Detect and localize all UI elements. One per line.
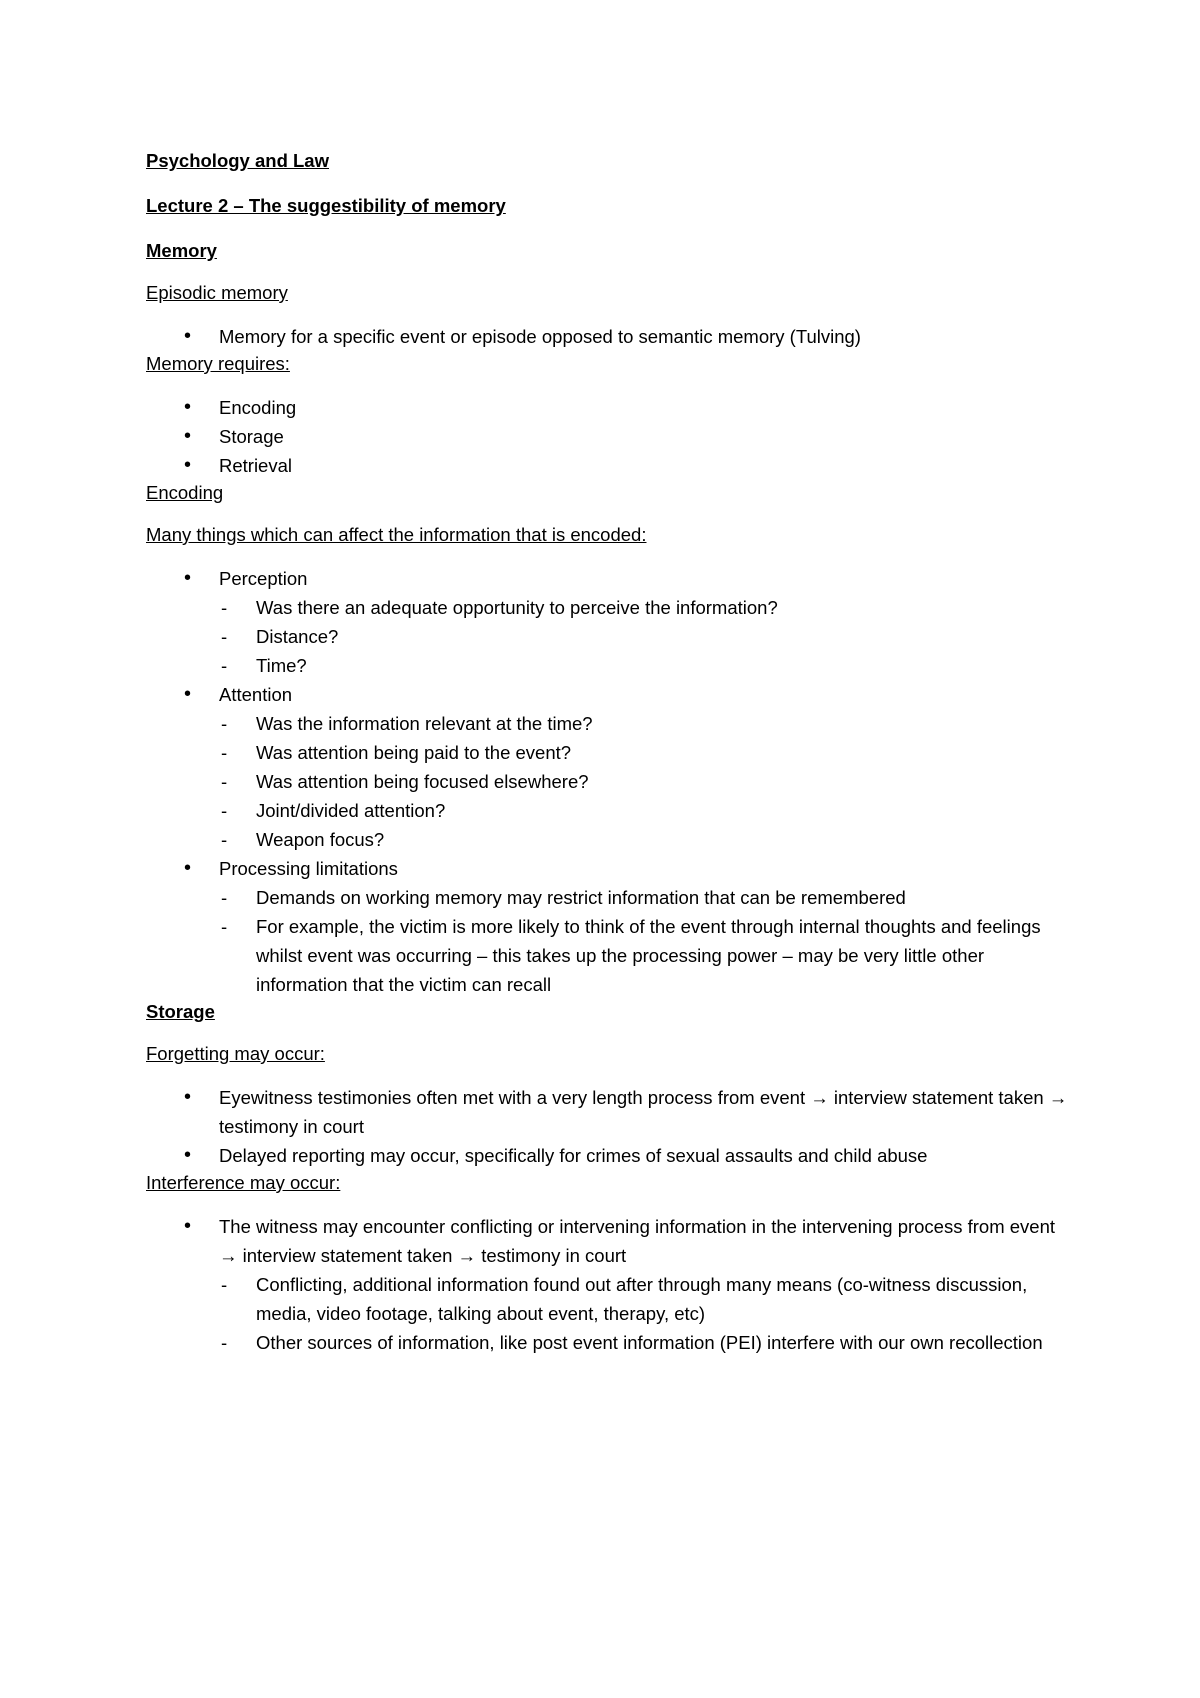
- storage-heading: Storage: [146, 1001, 215, 1022]
- sub-list-item: - Was there an adequate opportunity to perceive the information?: [219, 593, 1076, 622]
- encoding-heading: Encoding: [146, 482, 224, 503]
- sub-list-item: - Other sources of information, like post event information (PEI) interfere with our own recollection: [219, 1328, 1076, 1357]
- episodic-memory-list: [146, 322, 1076, 351]
- lecture-title: Lecture 2 – The suggestibility of memory: [146, 195, 506, 216]
- list-item-witness: [146, 1212, 1076, 1357]
- list-item-label: Perception: [219, 568, 308, 589]
- forgetting-list: [146, 1083, 1076, 1170]
- list-item: • Delayed reporting may occur, specifically for crimes of sexual assaults and child abuse: [146, 1141, 1076, 1170]
- memory-requires-list: [146, 393, 1076, 480]
- encoding-subheading: Many things which can affect the information that is encoded:: [146, 524, 647, 545]
- list-item-processing-limitations: [146, 854, 1076, 999]
- list-item: • Eyewitness testimonies often met with a very length process from event → interview statement taken → testimony in court: [146, 1083, 1076, 1141]
- episodic-memory-heading: Episodic memory: [146, 282, 288, 303]
- sub-list-item: - Weapon focus?: [219, 825, 1076, 854]
- list-item-label: Processing limitations: [219, 858, 398, 879]
- list-item: • Storage: [146, 422, 1076, 451]
- list-item: • Encoding: [146, 393, 1076, 422]
- list-item-label: The witness may encounter conflicting or intervening information in the intervening process from event → interview statement taken → testimony in court: [219, 1216, 1056, 1266]
- sub-list: [219, 1270, 1076, 1357]
- memory-requires-heading: Memory requires:: [146, 353, 290, 374]
- document-content: [146, 148, 1076, 1357]
- sub-list-item: - For example, the victim is more likely to think of the event through internal thoughts and feelings whilst event was occurring – this takes up the processing power – may be very little other information that the victim can recall: [219, 912, 1076, 999]
- sub-list-item: - Distance?: [219, 622, 1076, 651]
- list-item-label: Attention: [219, 684, 293, 705]
- list-item-attention: [146, 680, 1076, 854]
- memory-heading: Memory: [146, 240, 217, 261]
- list-item: • Retrieval: [146, 451, 1076, 480]
- sub-list: [219, 593, 1076, 680]
- sub-list-item: - Was attention being paid to the event?: [219, 738, 1076, 767]
- interference-list: [146, 1212, 1076, 1357]
- sub-list-item: - Demands on working memory may restrict information that can be remembered: [219, 883, 1076, 912]
- sub-list-item: - Was the information relevant at the time?: [219, 709, 1076, 738]
- sub-list: [219, 709, 1076, 854]
- interference-heading: Interference may occur:: [146, 1172, 341, 1193]
- sub-list: [219, 883, 1076, 999]
- sub-list-item: - Was attention being focused elsewhere?: [219, 767, 1076, 796]
- encoding-list: [146, 564, 1076, 999]
- sub-list-item: - Joint/divided attention?: [219, 796, 1076, 825]
- sub-list-item: - Time?: [219, 651, 1076, 680]
- list-item: • Memory for a specific event or episode opposed to semantic memory (Tulving): [146, 322, 1076, 351]
- document-title: Psychology and Law: [146, 150, 329, 171]
- list-item-perception: [146, 564, 1076, 680]
- forgetting-heading: Forgetting may occur:: [146, 1043, 325, 1064]
- sub-list-item: - Conflicting, additional information found out after through many means (co-witness discussion, media, video footage, talking about event, therapy, etc): [219, 1270, 1076, 1328]
